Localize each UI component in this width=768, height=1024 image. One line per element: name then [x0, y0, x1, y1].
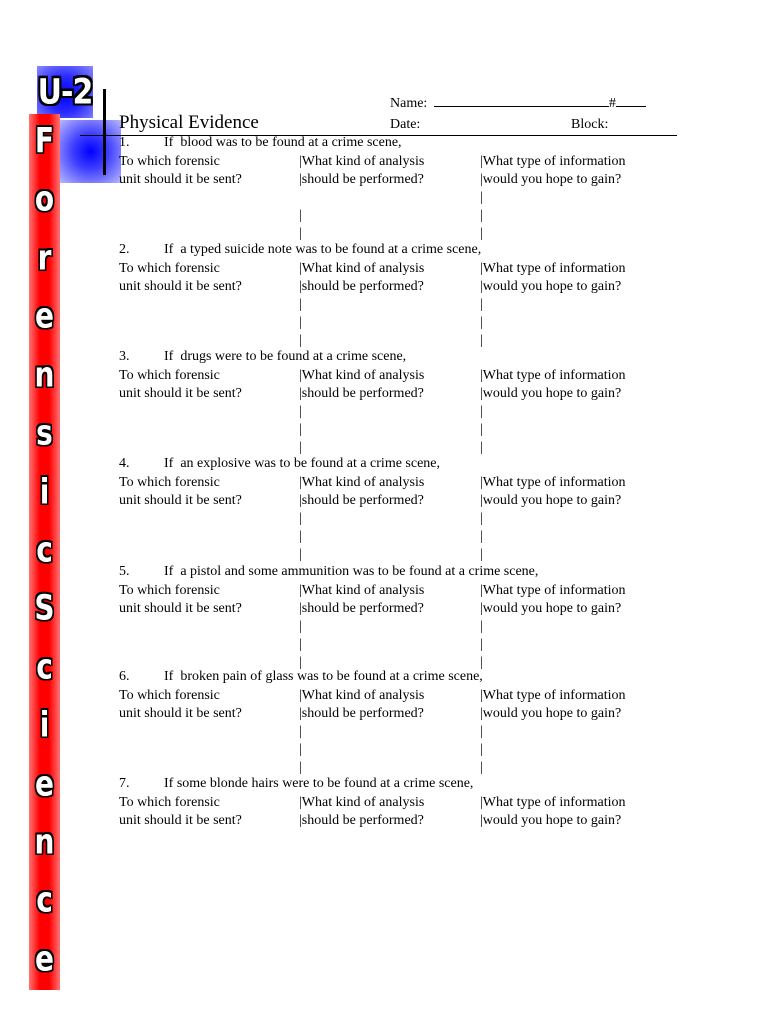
question-title: [119, 776, 473, 792]
answer-space-separator: |: [299, 440, 302, 455]
information-column-line2: |would you hope to gain?: [480, 813, 622, 828]
information-column-line1: |What type of information: [480, 368, 626, 383]
question-title: [119, 135, 402, 151]
information-column-header: [480, 794, 625, 830]
analysis-column-header: [299, 687, 424, 723]
analysis-column-line2: |should be performed?: [299, 601, 424, 616]
information-column-line1: |What type of information: [480, 475, 626, 490]
answer-space-separator: |: [480, 226, 483, 241]
analysis-column-header: [299, 474, 424, 510]
analysis-column-line2: |should be performed?: [299, 493, 424, 508]
forensic-unit-column-header: [119, 474, 242, 510]
answer-space-separator: |: [480, 333, 483, 348]
information-column-line1: |What type of information: [480, 261, 626, 276]
answer-space-separator: |: [299, 742, 302, 757]
answer-space-separator: |: [299, 760, 302, 775]
analysis-column-line1: |What kind of analysis: [299, 688, 425, 703]
forensic-science-banner: [29, 114, 60, 990]
answer-space-separator: |: [480, 404, 483, 419]
analysis-column-line1: |What kind of analysis: [299, 475, 425, 490]
analysis-column-line2: |should be performed?: [299, 386, 424, 401]
question-text: If broken pain of glass was to be found at a crime scene,: [164, 669, 483, 684]
banner-letter: i: [39, 470, 50, 512]
question-text: If some blonde hairs were to be found at a crime scene,: [164, 776, 474, 791]
forensic-unit-column-line1: To which forensic: [119, 261, 220, 276]
information-column-line2: |would you hope to gain?: [480, 601, 622, 616]
answer-space-separator: |: [480, 655, 483, 670]
question-title: [119, 669, 483, 685]
answer-space-separator: |: [480, 208, 483, 223]
question-title: [119, 349, 406, 365]
answer-space-separator: |: [480, 760, 483, 775]
banner-letter: e: [35, 295, 54, 337]
answer-space-separator: |: [480, 511, 483, 526]
answer-space-separator: |: [480, 529, 483, 544]
analysis-column-header: [299, 153, 424, 189]
information-column-line2: |would you hope to gain?: [480, 386, 622, 401]
banner-letter: n: [34, 820, 55, 863]
name-blank[interactable]: [434, 93, 609, 107]
information-column-header: [480, 474, 625, 510]
analysis-column-line1: |What kind of analysis: [299, 583, 425, 598]
analysis-column-header: [299, 367, 424, 403]
question-number: 6.: [119, 669, 130, 684]
answer-space-separator: |: [299, 655, 302, 670]
analysis-column-line2: |should be performed?: [299, 279, 424, 294]
analysis-column-line2: |should be performed?: [299, 706, 424, 721]
number-label: #: [608, 96, 616, 111]
question-number: 2.: [119, 242, 130, 257]
question-number: 5.: [119, 564, 130, 579]
analysis-column-line2: |should be performed?: [299, 172, 424, 187]
name-label: Name:: [390, 96, 428, 111]
information-column-header: [480, 153, 625, 189]
information-column-line1: |What type of information: [480, 154, 626, 169]
banner-letter: c: [36, 528, 53, 570]
forensic-unit-column-line1: To which forensic: [119, 154, 220, 169]
question-title: [119, 564, 538, 580]
answer-space-separator: |: [299, 529, 302, 544]
question-title: [119, 242, 481, 258]
question-text: If an explosive was to be found at a crime scene,: [164, 456, 441, 471]
forensic-unit-column-line2: unit should it be sent?: [119, 493, 242, 508]
page-title: Physical Evidence: [119, 112, 259, 133]
information-column-line1: |What type of information: [480, 795, 626, 810]
analysis-column-line1: |What kind of analysis: [299, 795, 425, 810]
unit-badge-text: U-2: [37, 71, 93, 113]
information-column-line2: |would you hope to gain?: [480, 172, 622, 187]
information-column-line2: |would you hope to gain?: [480, 706, 622, 721]
banner-letter: c: [36, 645, 53, 687]
analysis-column-header: [299, 260, 424, 296]
name-field-row: [390, 93, 646, 112]
date-label: Date:: [390, 117, 421, 132]
banner-letter: c: [36, 879, 53, 921]
answer-space-separator: |: [480, 440, 483, 455]
forensic-unit-column-line2: unit should it be sent?: [119, 279, 242, 294]
question-number: 4.: [119, 456, 130, 471]
answer-space-separator: |: [480, 742, 483, 757]
answer-space-separator: |: [299, 208, 302, 223]
answer-space-separator: |: [299, 226, 302, 241]
forensic-unit-column-line1: To which forensic: [119, 688, 220, 703]
question-text: If drugs were to be found at a crime scene,: [164, 349, 407, 364]
answer-space-separator: |: [480, 297, 483, 312]
answer-space-separator: |: [480, 637, 483, 652]
forensic-unit-column-header: [119, 687, 242, 723]
information-column-line2: |would you hope to gain?: [480, 493, 622, 508]
answer-space-separator: |: [299, 422, 302, 437]
answer-space-separator: |: [480, 547, 483, 562]
question-title: [119, 456, 440, 472]
analysis-column-line1: |What kind of analysis: [299, 154, 425, 169]
answer-space-separator: |: [480, 190, 483, 205]
information-column-header: [480, 367, 625, 403]
analysis-column-header: [299, 794, 424, 830]
banner-letter: n: [34, 353, 55, 395]
answer-space-separator: |: [480, 724, 483, 739]
forensic-unit-column-line2: unit should it be sent?: [119, 172, 242, 187]
forensic-unit-column-line2: unit should it be sent?: [119, 601, 242, 616]
banner-letter: r: [37, 236, 52, 278]
analysis-column-line1: |What kind of analysis: [299, 261, 425, 276]
information-column-header: [480, 687, 625, 723]
analysis-column-line1: |What kind of analysis: [299, 368, 425, 383]
banner-letter: o: [34, 178, 55, 220]
analysis-column-line2: |should be performed?: [299, 813, 424, 828]
forensic-unit-column-header: [119, 260, 242, 296]
information-column-line2: |would you hope to gain?: [480, 279, 622, 294]
forensic-unit-column-header: [119, 153, 242, 189]
question-number: 1.: [119, 135, 130, 150]
forensic-unit-column-line2: unit should it be sent?: [119, 706, 242, 721]
answer-space-separator: |: [299, 619, 302, 634]
question-text: If blood was to be found at a crime scene,: [164, 135, 402, 150]
answer-space-separator: |: [299, 297, 302, 312]
answer-space-separator: |: [299, 637, 302, 652]
decorative-square: [60, 120, 121, 183]
question-number: 3.: [119, 349, 130, 364]
unit-badge: [37, 66, 93, 118]
banner-letter: e: [35, 762, 54, 804]
answer-space-separator: |: [299, 547, 302, 562]
answer-space-separator: |: [299, 724, 302, 739]
banner-letter: e: [35, 937, 54, 979]
block-label: Block:: [571, 117, 609, 132]
answer-space-separator: |: [299, 333, 302, 348]
forensic-unit-column-line1: To which forensic: [119, 368, 220, 383]
information-column-line1: |What type of information: [480, 583, 626, 598]
question-text: If a typed suicide note was to be found at a crime scene,: [164, 242, 482, 257]
forensic-unit-column-header: [119, 367, 242, 403]
forensic-unit-column-line2: unit should it be sent?: [119, 386, 242, 401]
information-column-header: [480, 582, 625, 618]
banner-letter: F: [34, 119, 55, 161]
answer-space-separator: |: [299, 315, 302, 330]
forensic-unit-column-line1: To which forensic: [119, 795, 220, 810]
vertical-rule: [103, 89, 106, 175]
banner-letter: i: [39, 703, 50, 746]
banner-letter: S: [34, 587, 55, 629]
analysis-column-header: [299, 582, 424, 618]
question-number: 7.: [119, 776, 130, 791]
forensic-unit-column-header: [119, 794, 242, 830]
forensic-unit-column-line1: To which forensic: [119, 475, 220, 490]
forensic-unit-column-line2: unit should it be sent?: [119, 813, 242, 828]
information-column-header: [480, 260, 625, 296]
forensic-unit-column-line1: To which forensic: [119, 583, 220, 598]
answer-space-separator: |: [480, 315, 483, 330]
information-column-line1: |What type of information: [480, 688, 626, 703]
question-text: If a pistol and some ammunition was to be found at a crime scene,: [164, 564, 539, 579]
forensic-unit-column-header: [119, 582, 242, 618]
answer-space-separator: |: [480, 422, 483, 437]
answer-space-separator: |: [299, 404, 302, 419]
answer-space-separator: |: [480, 619, 483, 634]
number-blank[interactable]: [616, 93, 646, 107]
banner-letter: s: [36, 411, 53, 454]
answer-space-separator: |: [299, 511, 302, 526]
